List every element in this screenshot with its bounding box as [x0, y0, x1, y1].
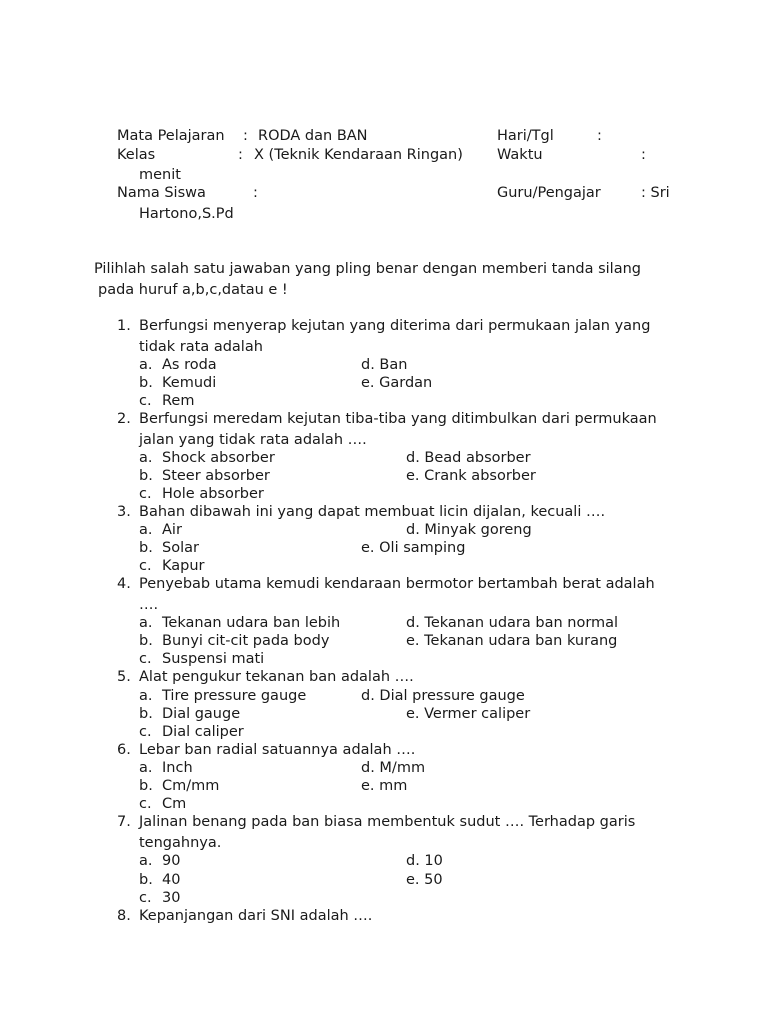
option-e[interactable]: e. mm [361, 778, 408, 794]
option-letter[interactable]: b. [139, 468, 153, 484]
nama-label: Nama Siswa [117, 185, 206, 201]
question-number: 3. [117, 504, 131, 520]
hari-separator: : [597, 128, 602, 144]
option-text[interactable]: 90 [162, 853, 181, 869]
option-d[interactable]: d. Dial pressure gauge [361, 688, 525, 704]
option-text[interactable]: Cm [162, 796, 187, 812]
option-letter[interactable]: c. [139, 724, 152, 740]
question-text: Alat pengukur tekanan ban adalah …. [139, 669, 414, 685]
mapel-label: Mata Pelajaran [117, 128, 225, 144]
option-text[interactable]: 40 [162, 872, 181, 888]
mapel-value: RODA dan BAN [258, 128, 368, 144]
option-text[interactable]: Rem [162, 393, 195, 409]
option-e[interactable]: e. Vermer caliper [406, 706, 531, 722]
question-number: 8. [117, 908, 131, 924]
option-text[interactable]: Air [162, 522, 182, 538]
option-e[interactable]: e. Oli samping [361, 540, 466, 556]
option-text[interactable]: Suspensi mati [162, 651, 265, 667]
option-d[interactable]: d. Ban [361, 357, 408, 373]
option-text[interactable]: Bunyi cit-cit pada body [162, 633, 330, 649]
option-letter[interactable]: a. [139, 357, 153, 373]
option-text[interactable]: Steer absorber [162, 468, 270, 484]
instruction-line-1: Pilihlah salah satu jawaban yang pling benar dengan memberi tanda silang [94, 261, 641, 277]
question-text: Kepanjangan dari SNI adalah …. [139, 908, 373, 924]
option-letter[interactable]: a. [139, 615, 153, 631]
option-letter[interactable]: a. [139, 522, 153, 538]
guru-value-continued: Hartono,S.Pd [139, 206, 234, 222]
option-text[interactable]: Kapur [162, 558, 205, 574]
option-letter[interactable]: c. [139, 393, 152, 409]
question-number: 2. [117, 411, 131, 427]
option-letter[interactable]: b. [139, 633, 153, 649]
question-text: Berfungsi menyerap kejutan yang diterima dari permukaan jalan yang [139, 318, 651, 334]
option-letter[interactable]: a. [139, 760, 153, 776]
option-text[interactable]: Inch [162, 760, 193, 776]
option-d[interactable]: d. Tekanan udara ban normal [406, 615, 619, 631]
option-letter[interactable]: a. [139, 450, 153, 466]
option-d[interactable]: d. 10 [406, 853, 443, 869]
option-letter[interactable]: c. [139, 796, 152, 812]
kelas-label: Kelas [117, 147, 156, 163]
question-text: Lebar ban radial satuannya adalah …. [139, 742, 416, 758]
question-number: 5. [117, 669, 131, 685]
option-e[interactable]: e. Tekanan udara ban kurang [406, 633, 618, 649]
option-letter[interactable]: c. [139, 890, 152, 906]
hari-label: Hari/Tgl [497, 128, 554, 144]
question-text: Berfungsi meredam kejutan tiba-tiba yang ditimbulkan dari permukaan [139, 411, 657, 427]
question-text-continued: tengahnya. [139, 835, 222, 851]
option-text[interactable]: Tekanan udara ban lebih [162, 615, 341, 631]
question-number: 6. [117, 742, 131, 758]
option-letter[interactable]: a. [139, 688, 153, 704]
option-text[interactable]: As roda [162, 357, 217, 373]
instruction-line-2: pada huruf a,b,c,datau e ! [98, 282, 288, 298]
guru-value: : Sri [641, 185, 670, 201]
option-text[interactable]: Tire pressure gauge [162, 688, 307, 704]
option-text[interactable]: 30 [162, 890, 181, 906]
question-number: 1. [117, 318, 131, 334]
option-letter[interactable]: c. [139, 651, 152, 667]
kelas-separator: : [238, 147, 243, 163]
option-letter[interactable]: b. [139, 872, 153, 888]
option-d[interactable]: d. Minyak goreng [406, 522, 532, 538]
question-text-continued: jalan yang tidak rata adalah …. [139, 432, 367, 448]
option-text[interactable]: Kemudi [162, 375, 217, 391]
question-text: Penyebab utama kemudi kendaraan bermotor bertambah berat adalah [139, 576, 655, 592]
waktu-label: Waktu [497, 147, 543, 163]
waktu-value: menit [139, 167, 181, 183]
option-letter[interactable]: b. [139, 778, 153, 794]
option-letter[interactable]: c. [139, 558, 152, 574]
option-text[interactable]: Shock absorber [162, 450, 275, 466]
option-e[interactable]: e. 50 [406, 872, 443, 888]
question-text-continued: …. [139, 597, 159, 613]
option-text[interactable]: Hole absorber [162, 486, 264, 502]
option-text[interactable]: Cm/mm [162, 778, 220, 794]
option-text[interactable]: Dial gauge [162, 706, 241, 722]
option-text[interactable]: Dial caliper [162, 724, 244, 740]
option-letter[interactable]: b. [139, 540, 153, 556]
option-e[interactable]: e. Crank absorber [406, 468, 536, 484]
question-text: Bahan dibawah ini yang dapat membuat licin dijalan, kecuali …. [139, 504, 606, 520]
waktu-separator: : [641, 147, 646, 163]
nama-separator: : [253, 185, 258, 201]
question-text: Jalinan benang pada ban biasa membentuk sudut …. Terhadap garis [139, 814, 636, 830]
option-letter[interactable]: b. [139, 375, 153, 391]
option-text[interactable]: Solar [162, 540, 199, 556]
guru-label: Guru/Pengajar [497, 185, 601, 201]
option-d[interactable]: d. Bead absorber [406, 450, 531, 466]
question-number: 7. [117, 814, 131, 830]
option-e[interactable]: e. Gardan [361, 375, 433, 391]
option-d[interactable]: d. M/mm [361, 760, 426, 776]
question-number: 4. [117, 576, 131, 592]
option-letter[interactable]: b. [139, 706, 153, 722]
option-letter[interactable]: a. [139, 853, 153, 869]
option-letter[interactable]: c. [139, 486, 152, 502]
kelas-value: X (Teknik Kendaraan Ringan) [254, 147, 463, 163]
mapel-separator: : [243, 128, 248, 144]
question-text-continued: tidak rata adalah [139, 339, 263, 355]
